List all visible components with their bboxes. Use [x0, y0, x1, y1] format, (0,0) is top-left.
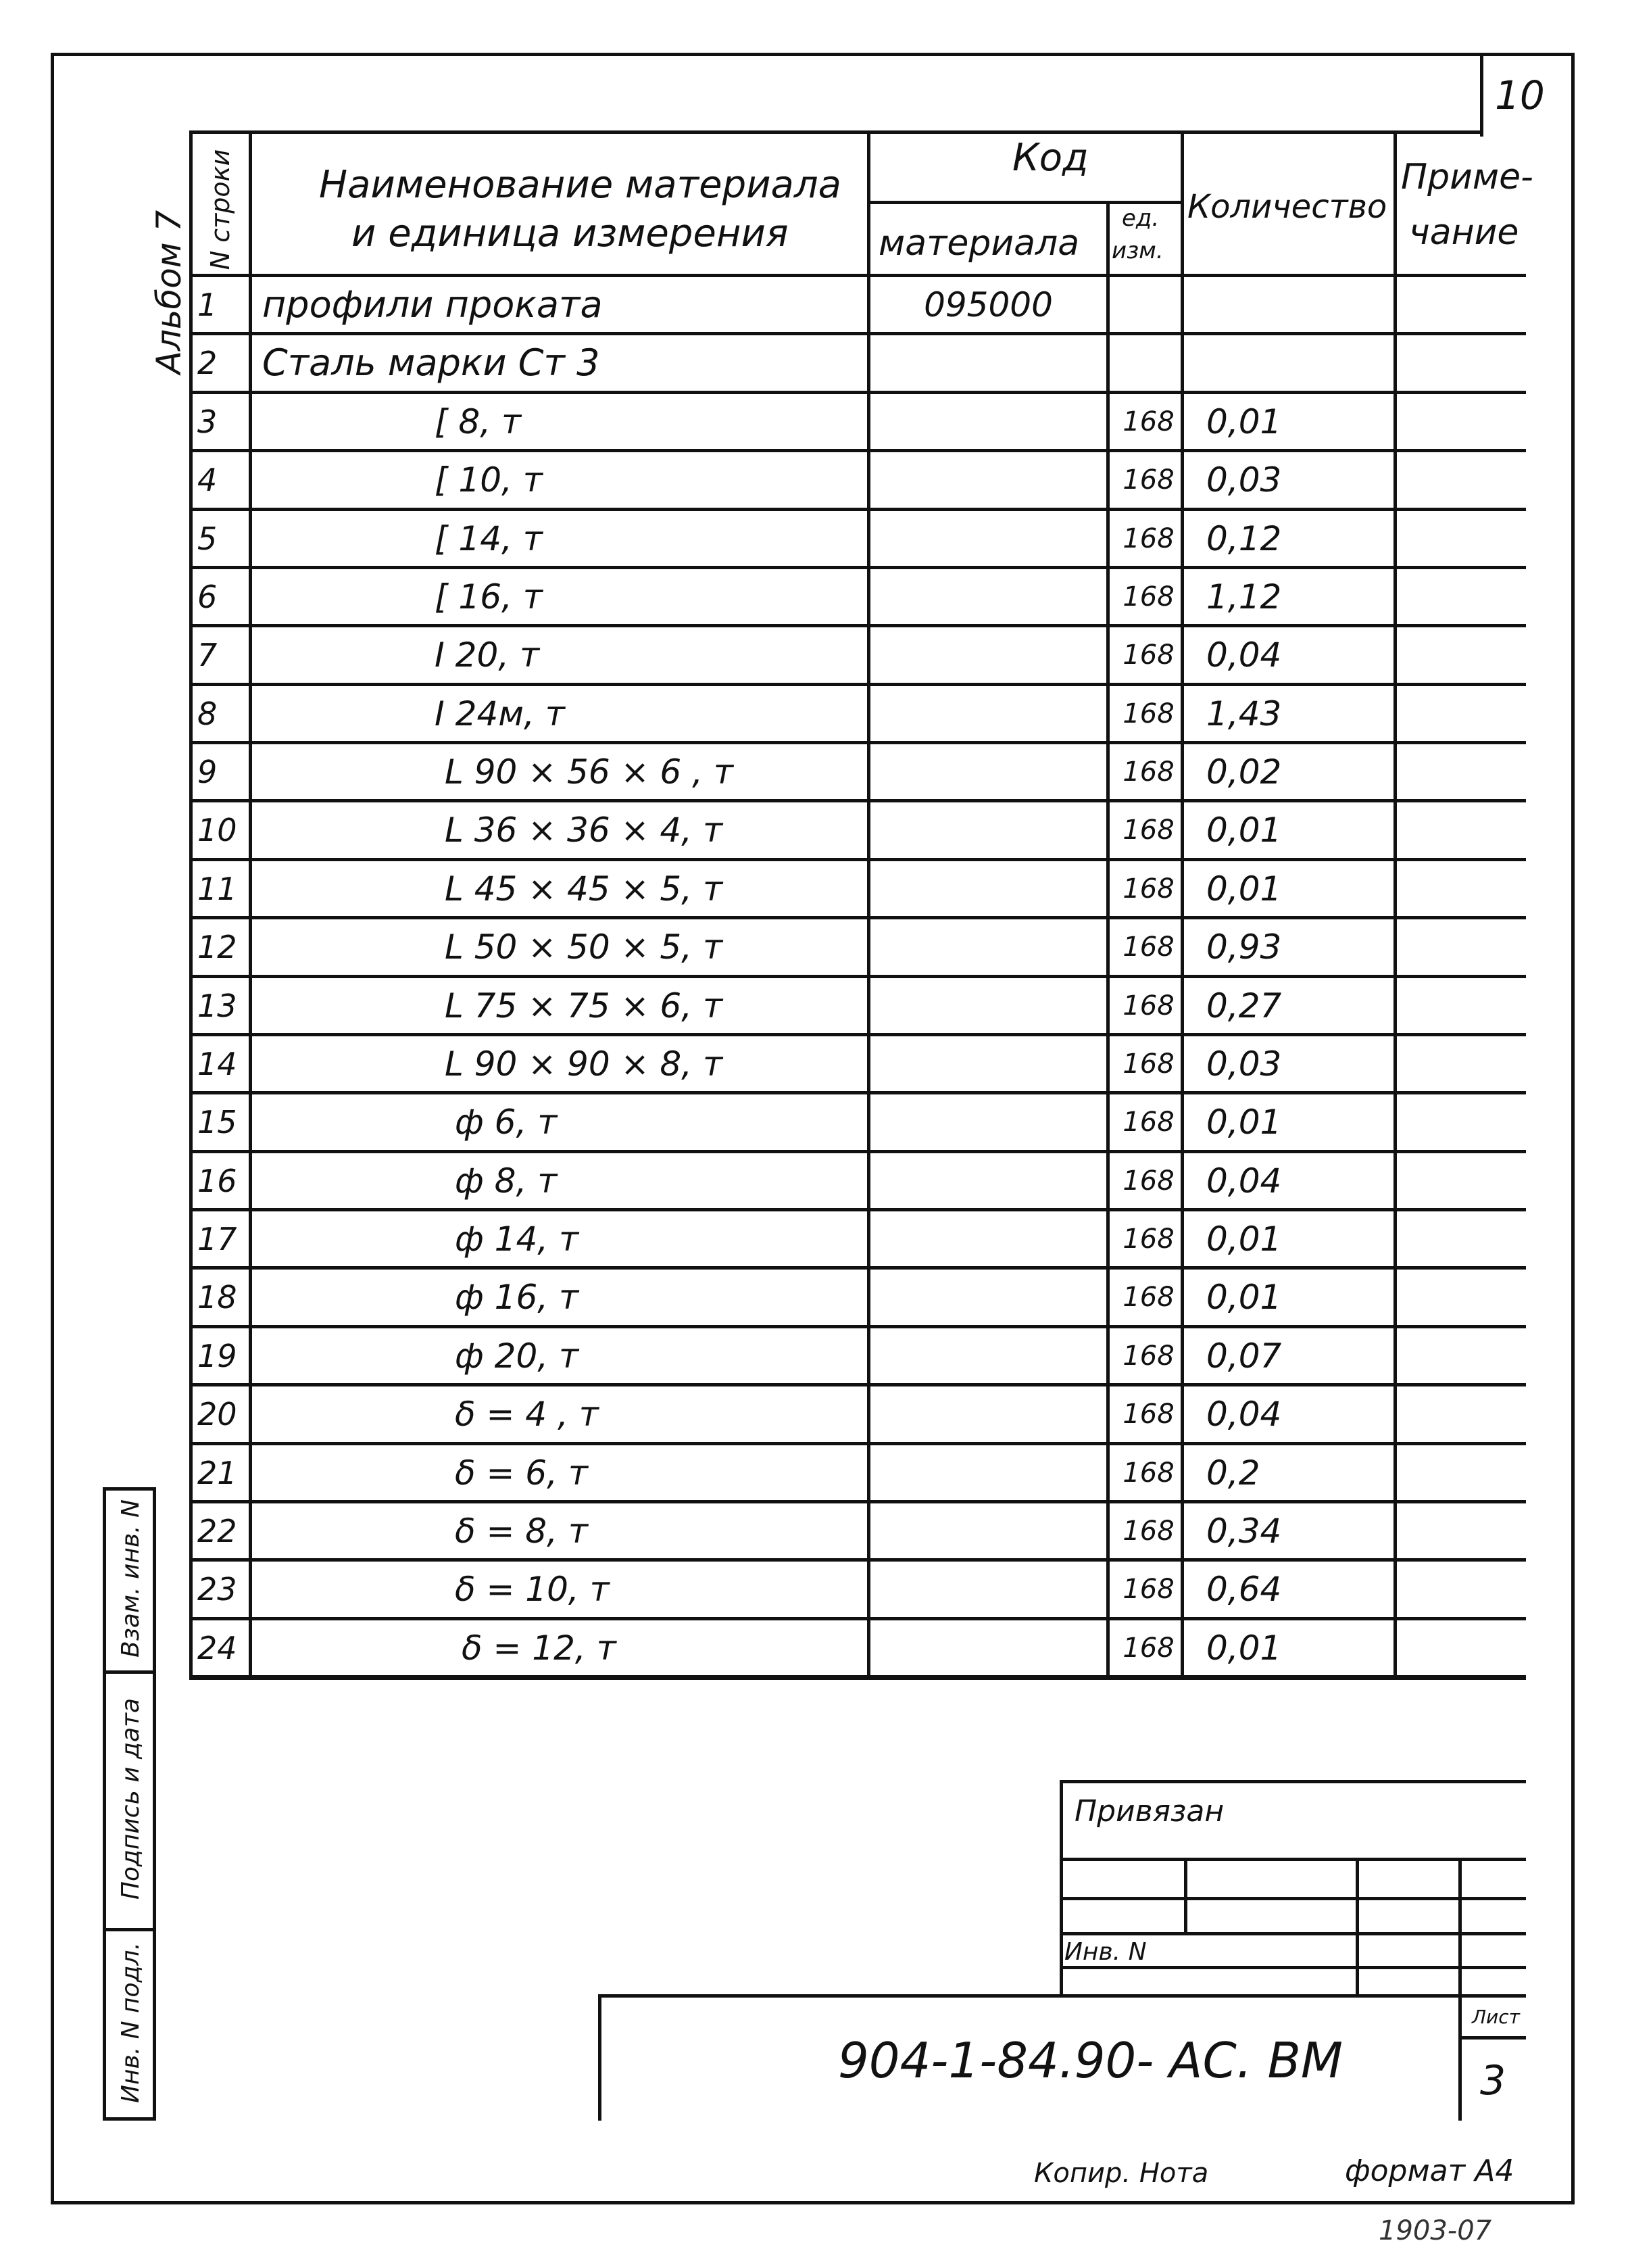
footer-copied: Копир. Нота [1034, 2158, 1209, 2189]
material-name: L 90 × 56 × 6 , т [445, 752, 733, 792]
material-code [870, 919, 1106, 974]
material-code [870, 569, 1106, 624]
footer-code: 1903-07 [1379, 2215, 1492, 2246]
col-line-left [189, 130, 193, 1680]
unit-code: 168 [1123, 1340, 1175, 1372]
unit-code: 168 [1123, 1106, 1175, 1138]
unit-code: 168 [1123, 698, 1175, 729]
material-name: [ 16, т [435, 577, 543, 617]
material-code [870, 627, 1106, 682]
tb-left [1060, 1780, 1063, 1998]
tb-col1 [1184, 1858, 1187, 1933]
quantity-value: 0,64 [1206, 1569, 1282, 1609]
material-name: δ = 12, т [462, 1628, 616, 1668]
quantity-value: 1,12 [1206, 577, 1282, 617]
unit-code: 168 [1123, 581, 1175, 612]
quantity-value: 0,04 [1206, 1161, 1282, 1201]
col-line-rowno [249, 130, 252, 1679]
unit-code [1116, 277, 1181, 332]
tb-list-number: 3 [1480, 2057, 1506, 2104]
material-name: δ = 10, т [455, 1569, 610, 1609]
quantity-value: 0,02 [1206, 752, 1282, 792]
header-note-line1: Приме- [1401, 157, 1533, 197]
tb-col2 [1356, 1858, 1359, 1998]
material-name: ф 8, т [455, 1161, 558, 1201]
quantity-value: 0,01 [1206, 402, 1282, 441]
unit-code: 168 [1123, 1281, 1175, 1313]
material-code [870, 1153, 1106, 1208]
unit-code: 168 [1123, 931, 1175, 963]
unit-code: 168 [1123, 990, 1175, 1021]
stamp-top [103, 1487, 156, 1491]
row-number: 12 [197, 928, 237, 965]
code-subheader-line [867, 201, 1183, 204]
header-material: материала [879, 223, 1080, 264]
header-name-line2: и единица измерения [351, 212, 789, 256]
unit-code: 168 [1123, 1515, 1175, 1547]
material-name: профили проката [262, 283, 603, 326]
tb-main-left [598, 1994, 601, 2121]
unit-code: 168 [1123, 1223, 1175, 1255]
material-name: [ 8, т [435, 402, 522, 441]
header-unit-line1: ед. [1122, 205, 1160, 232]
stamp-inner-left [153, 1487, 156, 2121]
row-number: 7 [197, 636, 218, 673]
quantity-value: 0,01 [1206, 810, 1282, 850]
quantity-value: 0,27 [1206, 986, 1282, 1026]
quantity-value [1206, 277, 1393, 332]
quantity-value: 0,01 [1206, 869, 1282, 909]
row-number: 22 [197, 1512, 237, 1549]
stamp-podpis-data: Подпись и дата [117, 1697, 145, 1900]
material-code: 095000 [924, 285, 1053, 324]
quantity-value: 0,34 [1206, 1511, 1282, 1551]
material-name: ф 20, т [455, 1336, 579, 1376]
material-code [870, 394, 1106, 449]
material-code [870, 1503, 1106, 1558]
row-number: 9 [197, 753, 218, 790]
row-number: 4 [197, 461, 218, 498]
header-note-line2: чание [1409, 212, 1519, 253]
row-number: 5 [197, 520, 218, 557]
row-number: 14 [197, 1045, 237, 1082]
quantity-value: 0,03 [1206, 1044, 1282, 1084]
header-quantity: Количество [1187, 188, 1387, 226]
row-number: 23 [197, 1570, 237, 1608]
tb-list-mid [1458, 2036, 1526, 2040]
material-code [870, 1445, 1106, 1500]
unit-code: 168 [1123, 1632, 1175, 1664]
material-name: [ 14, т [435, 518, 543, 558]
row-number: 11 [197, 870, 237, 907]
material-name: δ = 8, т [455, 1511, 588, 1551]
footer-format: формат А4 [1345, 2154, 1514, 2188]
material-code [870, 1328, 1106, 1383]
table-end-line [189, 1676, 1526, 1680]
unit-code: 168 [1123, 756, 1175, 788]
material-code [870, 1270, 1106, 1324]
unit-code: 168 [1123, 464, 1175, 496]
corner-box-left [1480, 53, 1483, 137]
tb-col3 [1458, 1858, 1462, 1998]
tb-row2 [1060, 1897, 1526, 1900]
material-code [870, 978, 1106, 1033]
material-name: L 50 × 50 × 5, т [445, 927, 723, 967]
header-name-line1: Наименование материала [319, 163, 841, 207]
row-number: 13 [197, 987, 237, 1024]
row-number: 1 [197, 286, 218, 323]
header-row-number: N строки [205, 149, 235, 270]
unit-code: 168 [1123, 523, 1175, 554]
unit-code: 168 [1123, 639, 1175, 671]
material-name: [ 10, т [435, 460, 543, 500]
stamp-vzam-inv: Взам. инв. N [117, 1499, 145, 1658]
row-number: 2 [197, 344, 218, 381]
quantity-value: 0,07 [1206, 1336, 1282, 1376]
stamp-bottom [103, 2117, 156, 2121]
quantity-value: 0,2 [1206, 1453, 1260, 1493]
table-top-line [189, 130, 1480, 134]
material-name: L 36 × 36 × 4, т [445, 810, 723, 850]
tb-privyazan: Привязан [1075, 1794, 1225, 1829]
unit-code: 168 [1123, 814, 1175, 846]
unit-code: 168 [1123, 873, 1175, 904]
row-number: 15 [197, 1103, 237, 1140]
quantity-value: 0,04 [1206, 1394, 1282, 1434]
stamp-inv-podl: Инв. N подл. [117, 1942, 145, 2103]
material-code [870, 744, 1106, 799]
material-name: ф 16, т [455, 1277, 579, 1317]
tb-list-left [1458, 1994, 1462, 2121]
material-name: ф 14, т [455, 1219, 579, 1259]
row-number: 16 [197, 1162, 237, 1199]
album-label: Альбом 7 [149, 210, 189, 375]
row-number: 6 [197, 578, 218, 615]
col-line-qty [1393, 130, 1397, 1679]
unit-code: 168 [1123, 406, 1175, 437]
material-code [870, 335, 1106, 390]
quantity-value: 0,12 [1206, 518, 1282, 558]
tb-row1 [1060, 1858, 1526, 1861]
material-name: δ = 4 , т [455, 1394, 599, 1434]
quantity-value: 0,01 [1206, 1219, 1282, 1259]
stamp-div1 [103, 1670, 156, 1674]
header-code: Код [1012, 136, 1089, 180]
material-code [870, 1094, 1106, 1149]
row-number: 21 [197, 1454, 237, 1491]
tb-row3 [1060, 1932, 1526, 1935]
header-unit-line2: изм. [1112, 237, 1164, 264]
material-code [870, 1211, 1106, 1266]
unit-code: 168 [1123, 1398, 1175, 1430]
quantity-value: 0,03 [1206, 460, 1282, 500]
material-code [870, 1036, 1106, 1091]
col-line-unit [1181, 130, 1184, 1679]
row-number: 24 [197, 1629, 237, 1666]
row-number: 19 [197, 1337, 237, 1374]
material-code [870, 511, 1106, 566]
tb-row4 [1060, 1966, 1526, 1969]
material-code [870, 1562, 1106, 1616]
corner-sheet-number: 10 [1495, 72, 1545, 118]
material-name: Сталь марки Ст 3 [262, 341, 600, 384]
quantity-value: 1,43 [1206, 694, 1282, 733]
tb-main-top [598, 1994, 1526, 1998]
row-number: 3 [197, 403, 218, 440]
quantity-value: 0,01 [1206, 1277, 1282, 1317]
row-number: 18 [197, 1278, 237, 1316]
col-line-material [1106, 201, 1110, 1679]
quantity-value: 0,93 [1206, 927, 1282, 967]
row-number: 20 [197, 1395, 237, 1432]
quantity-value: 0,04 [1206, 635, 1282, 675]
row-number: 8 [197, 695, 218, 732]
unit-code: 168 [1123, 1573, 1175, 1605]
material-name: I 20, т [435, 635, 540, 675]
tb-inv-n: Инв. N [1064, 1938, 1147, 1966]
quantity-value: 0,01 [1206, 1102, 1282, 1142]
material-name: I 24м, т [435, 694, 565, 733]
stamp-outer-left [103, 1487, 106, 2121]
material-name: L 75 × 75 × 6, т [445, 986, 723, 1026]
tb-doc-code: 904-1-84.90- АС. ВМ [838, 2032, 1343, 2089]
unit-code: 168 [1123, 1457, 1175, 1489]
tb-privyazan-top [1060, 1780, 1526, 1783]
material-name: δ = 6, т [455, 1453, 588, 1493]
material-code [870, 1386, 1106, 1441]
material-code [870, 1620, 1106, 1675]
material-code [870, 452, 1106, 507]
material-name: L 90 × 90 × 8, т [445, 1044, 723, 1084]
material-code [870, 802, 1106, 857]
unit-code: 168 [1123, 1048, 1175, 1080]
row-number: 10 [197, 811, 237, 848]
quantity-value [1206, 335, 1393, 390]
material-name: ф 6, т [455, 1102, 558, 1142]
material-code [870, 861, 1106, 916]
quantity-value: 0,01 [1206, 1628, 1282, 1668]
tb-list-label: Лист [1472, 2006, 1520, 2028]
unit-code [1116, 335, 1181, 390]
unit-code: 168 [1123, 1165, 1175, 1197]
material-name: L 45 × 45 × 5, т [445, 869, 723, 909]
row-number: 17 [197, 1220, 237, 1257]
material-code [870, 686, 1106, 741]
